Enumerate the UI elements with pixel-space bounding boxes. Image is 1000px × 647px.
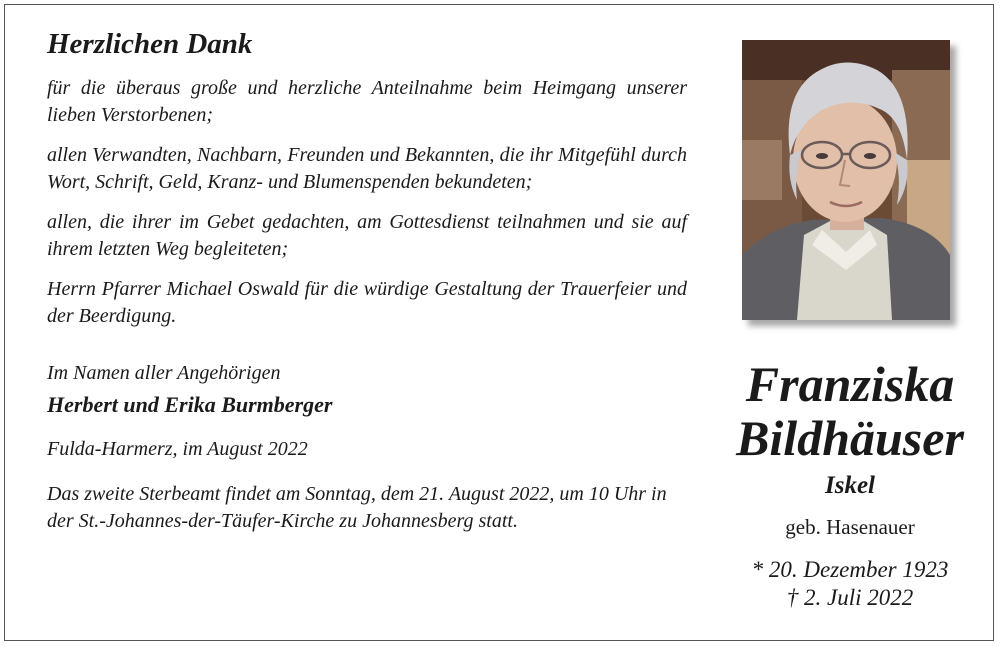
deceased-last-name: Bildhäuser [736, 410, 964, 466]
thanks-paragraph: allen, die ihrer im Gebet gedachten, am Gottesdienst teilnahmen und sie auf ihrem letzten Weg begleiteten; [47, 211, 687, 261]
portrait-photo [742, 40, 950, 320]
thanks-paragraph: allen Verwandten, Nachbarn, Freunden und Bekannten, die ihr Mitgefühl durch Wort, Schrift, Geld, Kranz- und Blumenspenden bekundeten; [47, 144, 687, 194]
signed-intro: Im Namen aller Angehörigen [47, 362, 281, 385]
birth-date: * 20. Dezember 1923 [751, 557, 949, 582]
birth-name: geb. Hasenauer [785, 515, 915, 539]
thanks-paragraph: für die überaus große und herzliche Anteilnahme beim Heimgang unserer lieben Verstorbenen; [47, 77, 687, 127]
deceased-first-name: Franziska [745, 356, 955, 412]
memorial-mass-notice: Das zweite Sterbeamt findet am Sonntag, dem 21. August 2022, um 10 Uhr in der St.-Johannes-der-Täufer-Kirche zu Johannesberg statt. [47, 483, 667, 533]
deceased-place: Iskel [825, 472, 875, 499]
thanks-heading: Herzlichen Dank [47, 28, 253, 60]
thanks-column [47, 28, 687, 535]
place-date: Fulda-Harmerz, im August 2022 [47, 438, 308, 461]
signers: Herbert und Erika Burmberger [47, 392, 333, 418]
thanks-paragraph: Herrn Pfarrer Michael Oswald für die würdige Gestaltung der Trauerfeier und der Beerdigung. [47, 278, 687, 328]
death-date: † 2. Juli 2022 [786, 585, 914, 610]
